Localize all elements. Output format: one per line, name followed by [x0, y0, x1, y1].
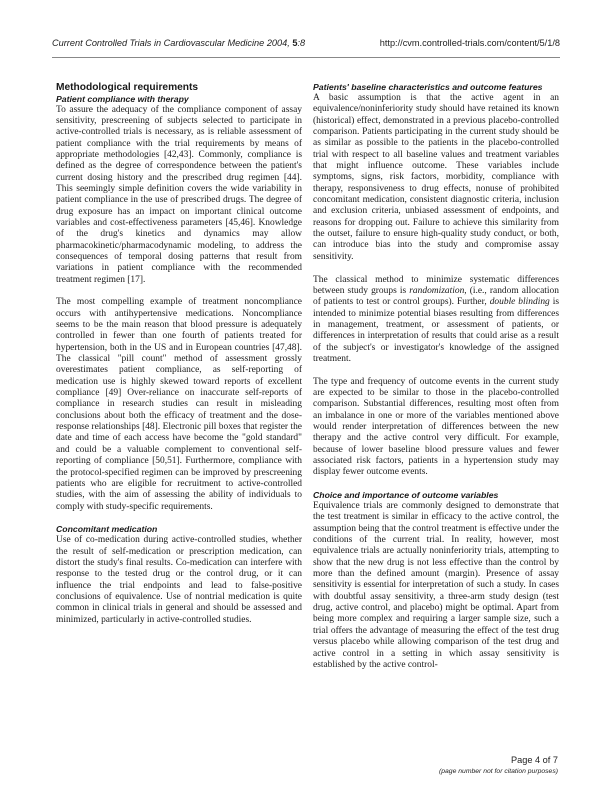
paragraph-outcome-variables: Equivalence trials are commonly designed to demonstrate that the test treatment is similar in efficacy to the active control, the assumption being that the control treatment is effective under the conditions of the current trial. In reality, however, most equivalence trials are actually noninferiority trials, attempting to show that the new drug is not less effective than the control by more than the defined amount (margin). Presence of assay sensitivity is essential for interpretation of such a study. In cases with doubtful assay sensitivity, a three-arm study design (test drug, active control, and placebo) might be optimal. Apart from being more complex and requiring a larger sample size, such a trial offers the advantage of measuring the effect of the test drug versus placebo while allowing comparison of the test drug and active control in a setting in which assay sensitivity is established by the active control- [313, 501, 559, 670]
running-header [52, 38, 560, 52]
header-divider [52, 57, 560, 58]
term-randomization: randomization [409, 285, 465, 296]
paragraph-concomitant-medication: Use of co-medication during active-controlled studies, whether the result of self-medication or prescription medication, can distort the study's final results. Co-medication can interfere with response to the tested drug or the control drug, or it can influence the trial endpoints and lead to false-positive conclusions of equivalence. Use of nontrial medication is quite common in clinical trials in general and should be assessed and minimized, particularly in active-controlled studies. [56, 535, 302, 625]
journal-citation [52, 38, 305, 48]
paragraph-baseline-3: The type and frequency of outcome events in the current study are expected to be similar to those in the placebo-controlled comparison. Substantial differences, resulting most often from an imbalance in one or more of the variables mentioned above would render interpretation of differences between the new therapy and the active control very difficult. For example, because of lower baseline blood pressure values and fewer associated risk factors, patients in a hypertension study may display fewer outcome events. [313, 376, 559, 478]
page-number-note: (page number not for citation purposes) [438, 768, 558, 775]
baseline-2-text-c: is intended to minimize potential biases resulting from differences in management, treatment, or assessment of patients, or differences in interpretation of results that could arise as a result of the subject's or investigator's knowledge of the assigned treatment. [313, 297, 560, 364]
section-title-methodological-requirements: Methodological requirements [56, 82, 199, 93]
paragraph-baseline-1: A basic assumption is that the active agent in an equivalence/noninferiority study should have retained its known (historical) effect, demonstrated in a previous placebo-controlled comparison. Patients participating in the current study should be as similar as possible to the patients in the placebo-controlled trial with respect to all baseline values and treatment variables that might influence outcome. These variables include symptoms, signs, risk factors, morbidity, compliance with therapy, responsiveness to drug effects, nonuse of prohibited concomitant medication, consistent diagnostic criteria, inclusion and exclusion criteria, unbiased assessment of endpoints, and reasons for dropping out. Failure to achieve this similarity from the outset, failure to ensure high-quality study conduct, or both, can introduce bias into the study and compromise assay sensitivity. [313, 93, 559, 262]
journal-year: 2004, [266, 38, 290, 48]
paragraph-baseline-2 [313, 275, 559, 366]
baseline-2-text-b: , (i.e., random allocation of patients to test or control groups). Further, [313, 285, 559, 308]
journal-name: Current Controlled Trials in Cardiovascular Medicine [52, 38, 265, 48]
article-url[interactable]: http://cvm.controlled-trials.com/content/5/1/8 [379, 38, 560, 48]
paragraph-compliance-2: The most compelling example of treatment noncompliance occurs with antihypertensive medications. Noncompliance seems to be the main reason that blood pressure is adequately controlled in fewer than one fourth of patients treated for hypertension, both in the US and in European countries [47,48]. The classical "pill count" method of assessment grossly overestimates patient compliance, as self-reporting of medication use is highly skewed toward reports of excellent compliance [49] Over-reliance on inaccurate self-reports of compliance in research studies can result in misleading conclusions about both the efficacy of treatment and the dose-response relationships [48]. Electronic pill boxes that register the date and time of each access have become the "gold standard" and could be a valuable complement to conventional self-reporting of compliance [50,51]. Furthermore, compliance with the protocol-specified regimen can be improved by prescreening patients who are eligible for recruitment to active-controlled studies, with the aim of assessing the ability of individuals to comply with study-specific requirements. [56, 297, 302, 512]
journal-volume: 5 [292, 38, 298, 48]
baseline-2-text-a: The classical method to minimize systematic differences between study groups is [313, 274, 559, 296]
subsection-title-patient-compliance: Patient compliance with therapy [56, 93, 189, 104]
journal-page-ref: :8 [297, 38, 306, 48]
subsection-title-concomitant-medication: Concomitant medication [56, 524, 158, 535]
left-column [56, 82, 302, 626]
right-column [313, 82, 559, 671]
term-double-blinding: double blinding [489, 297, 550, 308]
subsection-title-baseline-characteristics: Patients' baseline characteristics and outcome features [313, 82, 543, 92]
subsection-title-outcome-variables: Choice and importance of outcome variables [313, 490, 499, 501]
paragraph-compliance-1: To assure the adequacy of the compliance component of assay sensitivity, prescreening of subjects selected to participate in active-controlled trials is necessary, as is reliable assessment of patient compliance with the trial requirements by means of appropriate methodologies [42,43]. Commonly, compliance is defined as the degree of correspondence between the patient's current dosing history and the prescribed drug regimen [44]. This seemingly simple definition covers the wide variability in patient compliance in the use of prescribed drugs. The degree of drug exposure has an impact on important clinical outcome variables and cost-effectiveness parameters [45,46]. Knowledge of the drug's kinetics and dynamics may allow pharmacokinetic/pharmacodynamic modeling, to address the consequences of temporal dosing patterns that result from variations in patient compliance with the recommended treatment regimen [17]. [56, 104, 302, 285]
page-number: Page 4 of 7 [511, 755, 558, 765]
